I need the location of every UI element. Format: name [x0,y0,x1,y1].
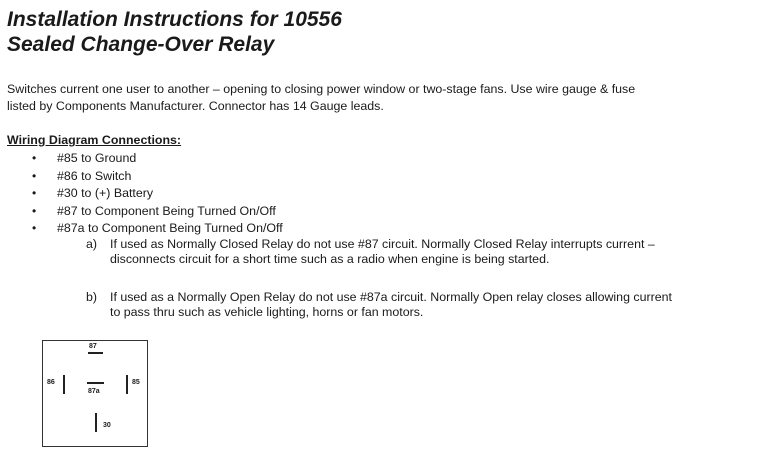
note-line-2: disconnects circuit for a short time such as a radio when engine is being started. [110,252,550,266]
bullet-icon: • [32,203,37,218]
list-item-text: #85 to Ground [57,151,137,165]
bullet-icon: • [32,221,37,235]
note-line-2: to pass thru such as vehicle lighting, horns or fan motors. [110,305,424,319]
bullet-icon: • [32,168,37,183]
pin-30-terminal [95,413,97,432]
pin-86-terminal [63,375,65,394]
intro-paragraph [7,81,772,115]
relay-pin-diagram [42,340,148,447]
pin-87-label: 87 [89,343,97,350]
bullet-icon: • [32,186,37,200]
pin-85-label: 85 [132,379,140,386]
list-item-text: #87 to Component Being Turned On/Off [57,203,276,218]
note-body [110,290,779,320]
pin-85-terminal [126,375,128,394]
pin-87a-terminal [87,382,104,384]
page-subtitle: Sealed Change-Over Relay [7,33,275,56]
list-item-text: #30 to (+) Battery [57,186,154,200]
note-body [110,237,779,267]
list-item-text: #86 to Switch [57,168,132,183]
intro-line-1: Switches current one user to another – opening to closing power window or two-stage fans. Use wire gauge & fuse [7,82,636,96]
wiring-heading: Wiring Diagram Connections: [7,133,182,147]
note-line-1: If used as a Normally Open Relay do not use #87a circuit. Normally Open relay closes allowing current [110,290,672,304]
list-item-text: #87a to Component Being Turned On/Off [57,221,283,235]
note-letter: b) [86,290,98,304]
pin-87a-label: 87a [88,388,100,395]
pin-87-terminal [88,352,103,354]
page-title: Installation Instructions for 10556 [7,8,342,31]
pin-86-label: 86 [47,379,55,386]
note-letter: a) [86,237,98,251]
pin-30-label: 30 [103,422,111,429]
intro-line-2: listed by Components Manufacturer. Connector has 14 Gauge leads. [7,99,384,113]
bullet-icon: • [32,151,37,165]
note-line-1: If used as Normally Closed Relay do not use #87 circuit. Normally Closed Relay interrupts current – [110,237,655,251]
